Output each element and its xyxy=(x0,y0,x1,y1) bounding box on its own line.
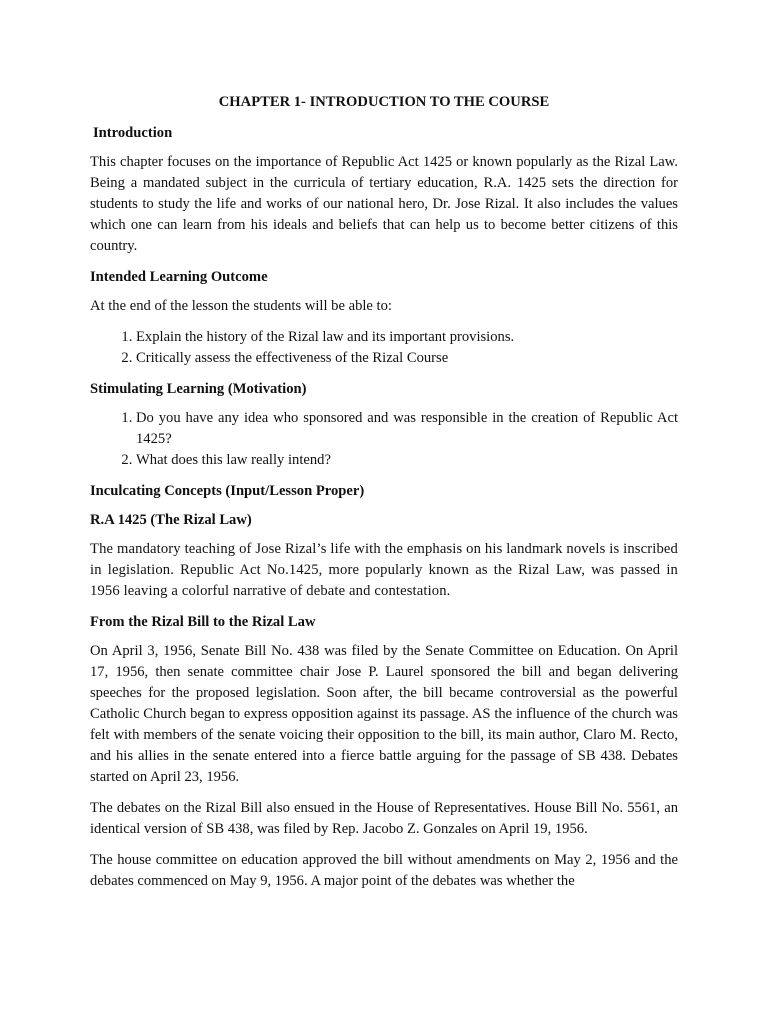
list-item: 2. Critically assess the effectiveness of the Rizal Course xyxy=(136,348,678,369)
chapter-title: CHAPTER 1- INTRODUCTION TO THE COURSE xyxy=(218,94,550,110)
heading-rizal-law: R.A 1425 (The Rizal Law) xyxy=(90,512,252,528)
paragraph-house-committee: The house committee on education approved the bill without amendments on May 2, 1956 and the debates commenced on May 9, 1956. A major point of the debates was whether the xyxy=(90,852,678,889)
paragraph-introduction: This chapter focuses on the importance of Republic Act 1425 or known popularly as the Rizal Law. Being a mandated subject in the curricula of tertiary education, R.A. 1425 sets the direction for students to study the life and works of our national hero, Dr. Jose Rizal. It also includes the values which one can learn from his ideals and beliefs that can help us to become better citizens of this country. xyxy=(90,154,678,254)
paragraph-rizal-law: The mandatory teaching of Jose Rizal’s life with the emphasis on his landmark novels is inscribed in legislation. Republic Act No.1425, more popularly known as the Rizal Law, was passed in 1956 leaving a colorful narrative of debate and contestation. xyxy=(90,541,678,599)
paragraph-outcome-intro: At the end of the lesson the students will be able to: xyxy=(90,298,392,314)
list-item: 2. What does this law really intend? xyxy=(136,450,678,471)
list-item: 1. Explain the history of the Rizal law and its important provisions. xyxy=(136,327,678,348)
heading-intended-learning-outcome: Intended Learning Outcome xyxy=(90,269,268,285)
heading-motivation: Stimulating Learning (Motivation) xyxy=(90,381,307,397)
list-item: 1. Do you have any idea who sponsored and was responsible in the creation of Republic Act 1425? xyxy=(136,408,678,450)
motivation-list xyxy=(90,408,678,471)
paragraph-house-debates: The debates on the Rizal Bill also ensued in the House of Representatives. House Bill No. 5561, an identical version of SB 438, was filed by Rep. Jacobo Z. Gonzales on April 19, 1956. xyxy=(90,800,678,837)
heading-bill-to-law: From the Rizal Bill to the Rizal Law xyxy=(90,614,316,630)
heading-inculcating-concepts: Inculcating Concepts (Input/Lesson Proper) xyxy=(90,483,365,499)
outcome-list xyxy=(90,327,678,369)
heading-introduction: Introduction xyxy=(93,125,173,141)
paragraph-bill-history: On April 3, 1956, Senate Bill No. 438 was filed by the Senate Committee on Education. On April 17, 1956, then senate committee chair Jose P. Laurel sponsored the bill and began delivering speeches for the proposed legislation. Soon after, the bill became controversial as the powerful Catholic Church began to express opposition against its passage. AS the influence of the church was felt with members of the senate voicing their opposition to the bill, its main author, Claro M. Recto, and his allies in the senate entered into a fierce battle arguing for the passage of SB 438. Debates started on April 23, 1956. xyxy=(90,643,678,785)
